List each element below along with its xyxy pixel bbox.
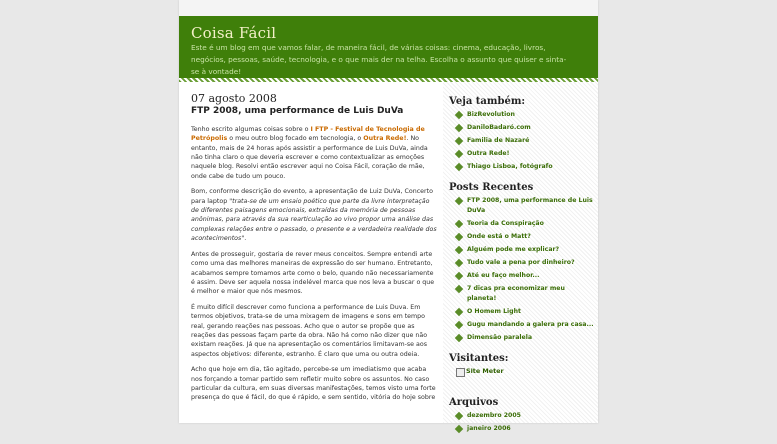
list-item[interactable] — [449, 245, 594, 255]
link-label[interactable]: Familia de Nazaré — [467, 137, 530, 144]
main-column — [191, 94, 437, 409]
paragraph-text: o meu outro blog focado em tecnologia, o — [227, 135, 364, 143]
site-meter-label[interactable]: Site Meter — [466, 367, 504, 375]
list-item[interactable] — [449, 411, 594, 421]
list-item[interactable] — [449, 320, 594, 330]
diamond-bullet-icon — [455, 272, 463, 280]
list-item[interactable] — [449, 307, 594, 317]
paragraph-text: Bom, conforme descrição do evento, a apresentação de Luiz DuVa, Concerto para laptop " — [191, 188, 433, 205]
diamond-bullet-icon — [455, 111, 463, 119]
diamond-bullet-icon — [455, 412, 463, 420]
diamond-bullet-icon — [455, 197, 463, 205]
diamond-bullet-icon — [455, 425, 463, 433]
post-paragraph-4: É muito difícil descrever como funciona a performance de Luis Duva. Em termos objetivos, trata-se de uma mixagem de imagens e sons em tempo real, gerando reações nas pessoas. Acho que o autor se propõe que as reações das pessoas façam parte da obra. Não há como não dizer que não existam reações. Já que na apresentação os comentários limitavam-se aos aspectos objetivos: diferente, estranho. É claro que uma ou outra odeia. — [191, 303, 428, 358]
link-label[interactable]: janeiro 2006 — [467, 425, 511, 432]
list-item[interactable] — [449, 149, 594, 159]
diamond-bullet-icon — [455, 150, 463, 158]
list-item[interactable] — [449, 424, 594, 434]
post-paragraph-3: Antes de prosseguir, gostaria de rever meus conceitos. Sempre entendi arte como uma das melhores maneiras de expressão do ser humano. Entretanto, acabamos sempre tomamos arte como o belo, quando não necessariamente é assim. Deve ser aquela nossa indelével marca que nos leva a buscar o que é melhor e maior que nós mesmos. — [191, 250, 435, 296]
veja-tambem-heading: Veja também: — [449, 96, 526, 107]
list-item[interactable] — [449, 136, 594, 146]
list-item[interactable] — [449, 219, 594, 229]
paragraph-text: . No entanto, mais de 24 horas após assistir a performance de Luis DuVa, ainda não tinha claro o que deveria escrever e como contextualizar as emoções naquele blog. Resolvi então escrever aqui no Coisa Fácil, coração de mãe, onde cabe de tudo um pouco. — [191, 135, 428, 180]
link-label[interactable]: 7 dicas pra economizar meu planeta! — [467, 285, 565, 302]
diamond-bullet-icon — [455, 163, 463, 171]
blog-header — [179, 16, 598, 78]
site-meter-link[interactable] — [456, 367, 504, 375]
diamond-bullet-icon — [455, 308, 463, 316]
list-item[interactable] — [449, 123, 594, 133]
blog-description: Este é um blog em que vamos falar, de maneira fácil, de várias coisas: cinema, educação, livros, negócios, pessoas, saúde, tecnologia, e o que mais der na telha. Escolha o assunto que quiser e sinta-se à vontade! — [191, 43, 567, 76]
diamond-bullet-icon — [455, 137, 463, 145]
list-item[interactable] — [449, 162, 594, 172]
arquivos-heading: Arquivos — [449, 397, 499, 408]
link-ftp[interactable]: I FTP - Festival de Tecnologia de Petrópolis — [191, 125, 425, 143]
link-outra-rede[interactable]: Outra Rede! — [363, 135, 407, 143]
diamond-bullet-icon — [455, 259, 463, 267]
top-strip — [179, 0, 598, 16]
list-item[interactable] — [449, 284, 594, 304]
link-label[interactable]: Dimensão paralela — [467, 334, 533, 341]
list-item[interactable] — [449, 258, 594, 268]
link-label[interactable]: BizRevolution — [467, 111, 515, 118]
link-label[interactable]: Alguém pode me explicar? — [467, 246, 560, 253]
post-paragraph-1 — [191, 125, 437, 181]
post-paragraph-5: Acho que hoje em dia, tão agitado, percebe-se um imediatismo que acaba nos forçando a tomar partido sem refletir muito sobre os assuntos. No caso particular da cultura, em suas diversas manifestações, temos visto uma forte presença do que é fácil, do que é rápido, e sem sentido, vitória do hoje sobre — [191, 366, 436, 402]
paragraph-text: ". — [241, 235, 247, 243]
link-label[interactable]: Onde está o Matt? — [467, 233, 531, 240]
link-label[interactable]: Tudo vale a pena por dinheiro? — [467, 259, 575, 266]
quote-text: trata-se de um ensaio poético que parte da livre interpretação de diferentes paisagens emocionais, extraídas da memória de pessoas anônimas, para através da sua rearticulação ao vivo propor uma análise das complexas relações entre o passado, o presente e a verdadeira realidade dos acontecimentos — [191, 197, 437, 243]
post-date: 07 agosto 2008 — [191, 92, 277, 105]
post-title[interactable]: FTP 2008, uma performance de Luis DuVa — [191, 106, 404, 117]
diamond-bullet-icon — [455, 285, 463, 293]
diamond-bullet-icon — [455, 220, 463, 228]
blog-page — [179, 0, 598, 432]
list-item[interactable] — [449, 232, 594, 242]
sidebar — [449, 96, 594, 444]
link-label[interactable]: Até eu faço melhor... — [467, 272, 540, 279]
veja-tambem-list — [449, 110, 594, 172]
paragraph-text: Tenho escrito algumas coisas sobre o — [191, 125, 311, 133]
diamond-bullet-icon — [455, 246, 463, 254]
list-item[interactable] — [449, 333, 594, 343]
list-item[interactable] — [449, 110, 594, 120]
link-label[interactable]: dezembro 2005 — [467, 412, 521, 419]
posts-recentes-heading: Posts Recentes — [449, 182, 534, 193]
link-label[interactable]: O Homem Light — [467, 308, 521, 315]
link-label[interactable]: Teoria da Conspiração — [467, 220, 544, 227]
blog-title[interactable]: Coisa Fácil — [191, 24, 277, 42]
link-label[interactable]: DaniloBadaró.com — [467, 124, 531, 131]
posts-recentes-list — [449, 196, 594, 343]
link-label[interactable]: FTP 2008, uma performance de Luis DuVa — [467, 197, 593, 214]
list-item[interactable] — [449, 196, 594, 216]
diamond-bullet-icon — [455, 334, 463, 342]
link-label[interactable]: Outra Rede! — [467, 150, 510, 157]
broken-image-icon — [456, 368, 465, 377]
diamond-bullet-icon — [455, 233, 463, 241]
link-label[interactable]: Gugu mandando a galera pra casa... — [467, 321, 594, 328]
visitantes-heading: Visitantes: — [449, 353, 509, 364]
list-item[interactable] — [449, 271, 594, 281]
diamond-bullet-icon — [455, 321, 463, 329]
post-paragraph-2 — [191, 187, 437, 243]
diamond-bullet-icon — [455, 124, 463, 132]
visitor-counter — [449, 367, 594, 389]
link-label[interactable]: Thiago Lisboa, fotógrafo — [467, 163, 553, 170]
